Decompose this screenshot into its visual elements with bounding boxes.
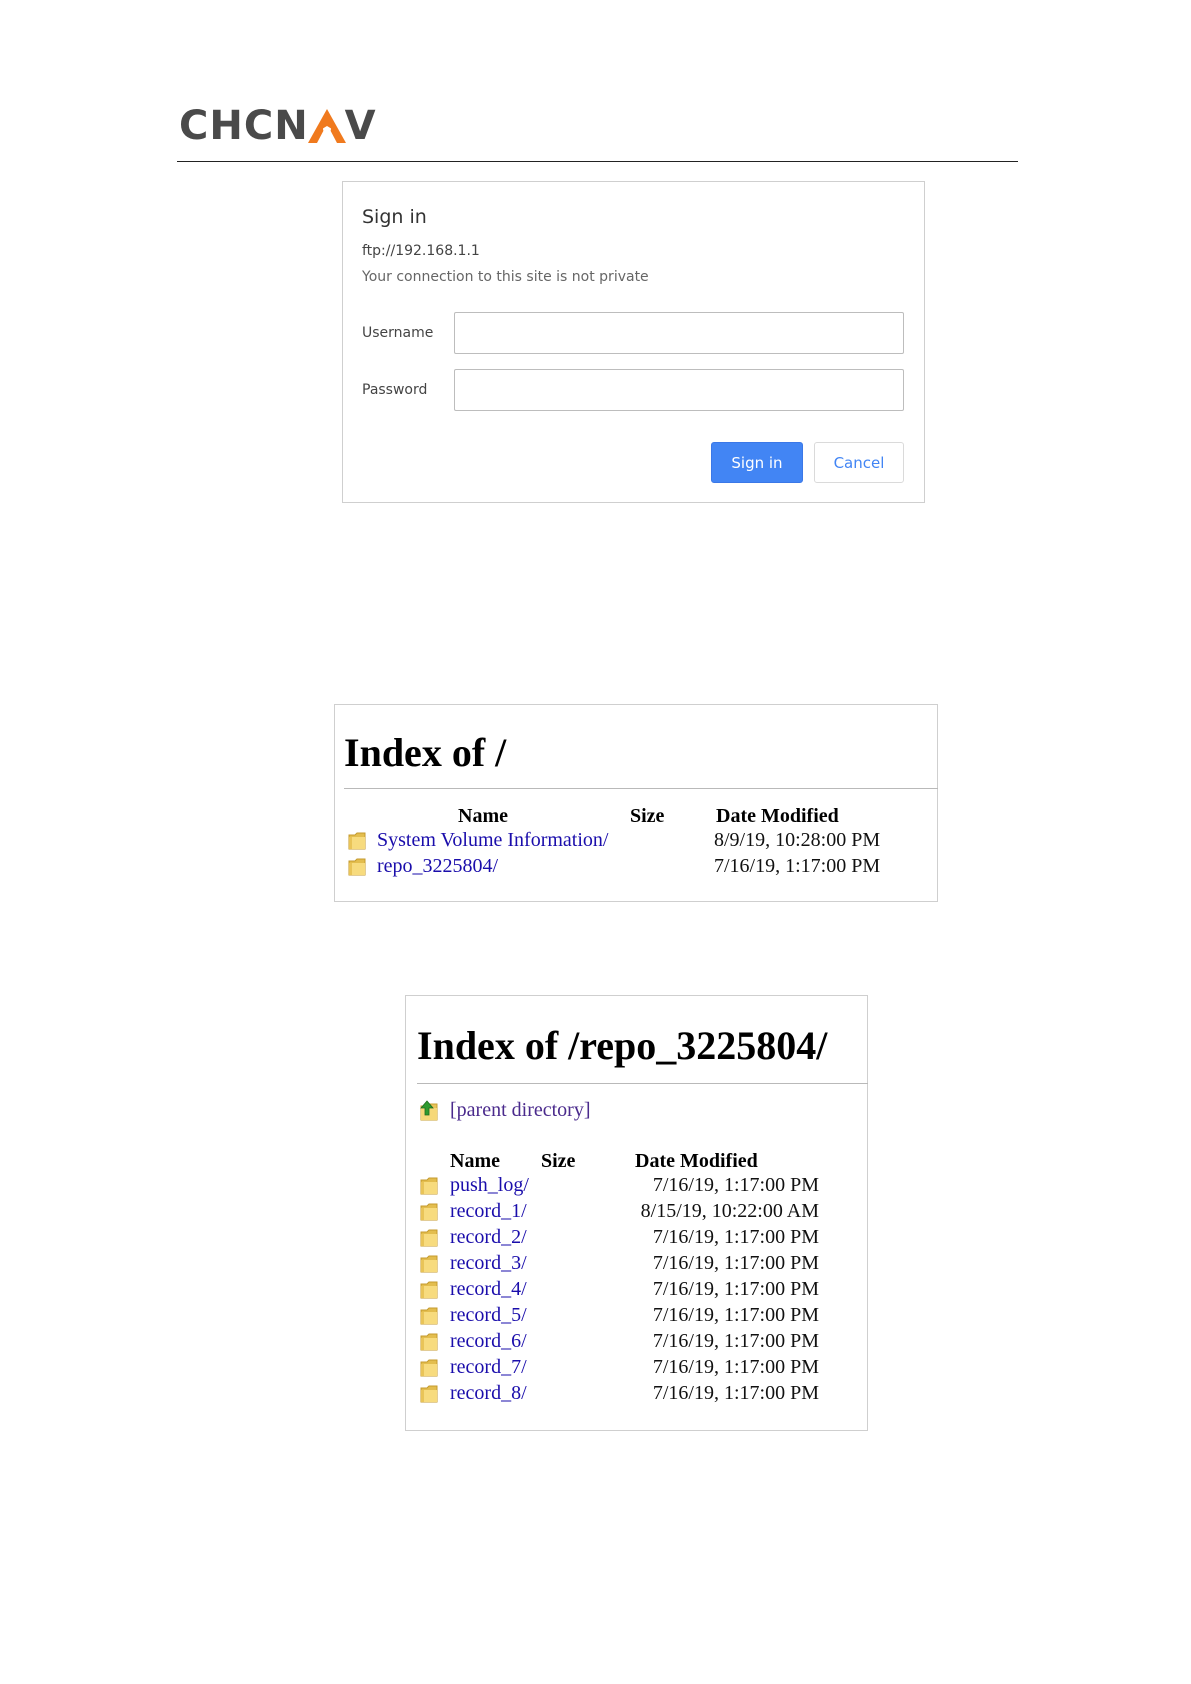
column-header-name[interactable]: Name: [450, 1150, 500, 1172]
username-label: Username: [362, 325, 434, 341]
date-modified: 7/16/19, 1:17:00 PM: [652, 1356, 819, 1378]
folder-icon: [347, 831, 367, 857]
date-modified: 7/16/19, 1:17:00 PM: [652, 1382, 819, 1404]
table-row: [335, 855, 937, 881]
date-modified: 7/16/19, 1:17:00 PM: [652, 1330, 819, 1352]
folder-icon: [419, 1306, 439, 1332]
signin-url: ftp://192.168.1.1: [362, 243, 480, 259]
table-row: [335, 829, 937, 855]
password-label: Password: [362, 382, 428, 398]
column-header-date[interactable]: Date Modified: [635, 1150, 758, 1172]
column-header-name[interactable]: Name: [458, 805, 508, 827]
folder-icon: [419, 1280, 439, 1306]
folder-link[interactable]: System Volume Information/: [377, 829, 609, 851]
column-header-date[interactable]: Date Modified: [716, 805, 839, 827]
logo-a-mark-icon: [308, 109, 346, 143]
table-row: [406, 1174, 867, 1200]
index-repo-divider: [417, 1083, 868, 1084]
index-repo-title: Index of /repo_3225804/: [417, 1023, 828, 1068]
logo-text-right: V: [344, 103, 377, 149]
table-row: [406, 1356, 867, 1382]
date-modified: 8/15/19, 10:22:00 AM: [640, 1200, 819, 1222]
folder-icon: [419, 1254, 439, 1280]
folder-icon: [419, 1202, 439, 1228]
folder-link[interactable]: record_6/: [450, 1330, 527, 1352]
parent-folder-up-icon: [418, 1100, 440, 1122]
date-modified: 7/16/19, 1:17:00 PM: [652, 1226, 819, 1248]
index-root-divider: [344, 788, 938, 789]
password-input[interactable]: [454, 369, 904, 411]
folder-icon: [347, 857, 367, 883]
username-input[interactable]: [454, 312, 904, 354]
folder-link[interactable]: push_log/: [450, 1174, 529, 1196]
folder-icon: [419, 1332, 439, 1358]
signin-title: Sign in: [362, 206, 427, 228]
date-modified: 7/16/19, 1:17:00 PM: [714, 855, 881, 877]
column-header-size[interactable]: Size: [541, 1150, 576, 1172]
table-row: [406, 1304, 867, 1330]
folder-link[interactable]: record_7/: [450, 1356, 527, 1378]
folder-link[interactable]: record_5/: [450, 1304, 527, 1326]
cancel-button[interactable]: Cancel: [814, 442, 904, 483]
table-row: [406, 1226, 867, 1252]
date-modified: 7/16/19, 1:17:00 PM: [652, 1174, 819, 1196]
table-row: [406, 1252, 867, 1278]
table-row: [406, 1200, 867, 1226]
table-row: [406, 1330, 867, 1356]
folder-icon: [419, 1384, 439, 1410]
signin-button[interactable]: Sign in: [711, 442, 803, 483]
parent-directory-label[interactable]: [parent directory]: [450, 1099, 591, 1121]
header-divider: [177, 161, 1018, 162]
signin-dialog: [342, 181, 925, 503]
logo-text-left: CHCN: [179, 103, 309, 149]
signin-privacy-warning: Your connection to this site is not private: [362, 269, 649, 285]
folder-icon: [419, 1176, 439, 1202]
table-row: [406, 1278, 867, 1304]
folder-link[interactable]: record_2/: [450, 1226, 527, 1248]
folder-icon: [419, 1228, 439, 1254]
index-root-title: Index of /: [344, 730, 507, 775]
folder-link[interactable]: record_8/: [450, 1382, 527, 1404]
index-root-listing: [334, 704, 938, 902]
folder-link[interactable]: record_3/: [450, 1252, 527, 1274]
folder-link[interactable]: record_4/: [450, 1278, 527, 1300]
column-header-size[interactable]: Size: [630, 805, 665, 827]
date-modified: 8/9/19, 10:28:00 PM: [714, 829, 881, 851]
date-modified: 7/16/19, 1:17:00 PM: [652, 1304, 819, 1326]
table-row: [406, 1382, 867, 1408]
folder-link[interactable]: repo_3225804/: [377, 855, 499, 877]
folder-icon: [419, 1358, 439, 1384]
index-repo-listing: [405, 995, 868, 1431]
date-modified: 7/16/19, 1:17:00 PM: [652, 1278, 819, 1300]
folder-link[interactable]: record_1/: [450, 1200, 527, 1222]
chcnav-logo: [179, 105, 377, 147]
date-modified: 7/16/19, 1:17:00 PM: [652, 1252, 819, 1274]
